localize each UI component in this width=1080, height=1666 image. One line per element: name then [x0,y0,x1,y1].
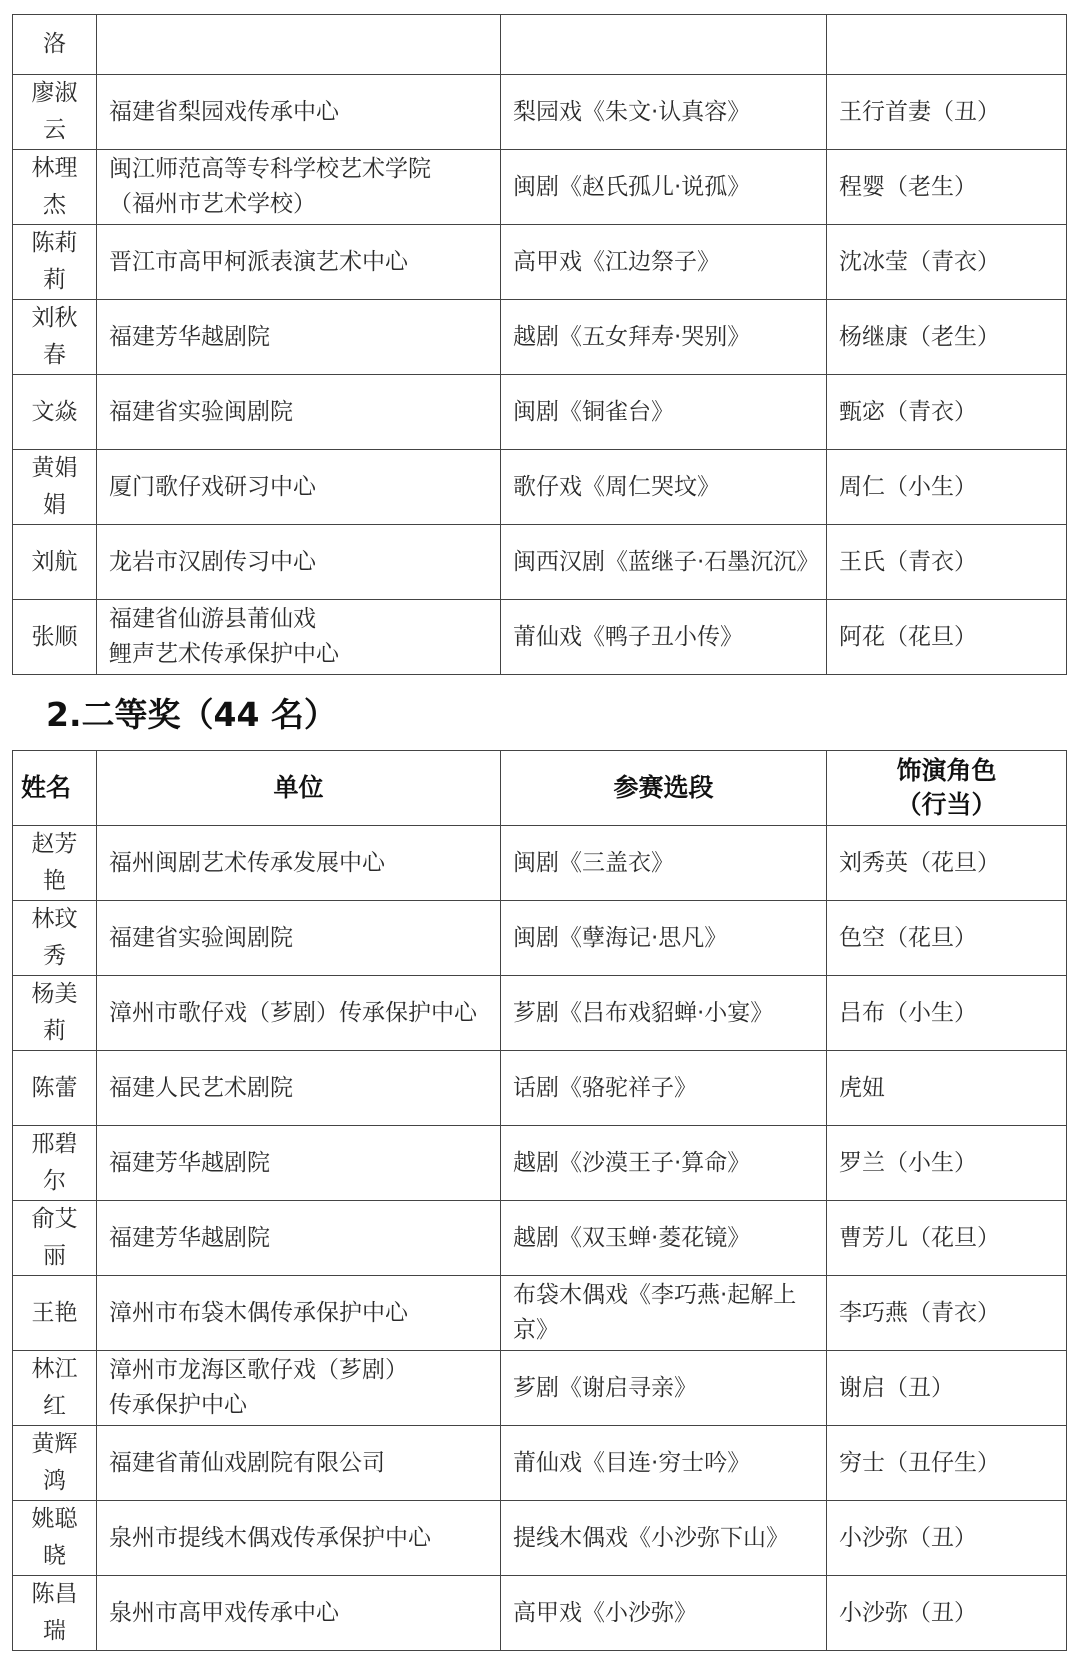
role-text: 王氏（青衣） [839,548,977,575]
role-text: 李巧燕（青衣） [839,1299,1000,1326]
cell-role [827,600,1067,675]
cell-role [827,1276,1067,1351]
table-row [13,1501,1067,1576]
unit-text: 福建芳华越剧院 [109,1224,270,1251]
table-row [13,1126,1067,1201]
cell-name [13,1276,97,1351]
cell-name [13,450,97,525]
cell-unit [97,225,501,300]
cell-role [827,1126,1067,1201]
cell-piece [501,901,827,976]
name-text: 赵芳艳 [31,831,78,894]
name-text: 陈蕾 [31,1074,78,1101]
piece-text: 越剧《沙漠王子·算命》 [513,1149,751,1176]
name-text: 刘秋春 [31,305,78,368]
name-text: 刘航 [31,548,78,575]
header-name: 姓名 [13,751,97,826]
unit-text: 福建人民艺术剧院 [109,1074,293,1101]
cell-role [827,901,1067,976]
cell-piece [501,450,827,525]
cell-name [13,1201,97,1276]
unit-text: 福建省仙游县莆仙戏 鲤声艺术传承保护中心 [109,606,339,667]
piece-text: 高甲戏《小沙弥》 [513,1599,697,1626]
cell-role [827,1426,1067,1501]
piece-text: 歌仔戏《周仁哭坟》 [513,473,720,500]
cell-name [13,600,97,675]
cell-piece [501,1426,827,1501]
cell-role [827,15,1067,75]
piece-text: 提线木偶戏《小沙弥下山》 [513,1524,789,1551]
cell-role [827,450,1067,525]
role-text: 吕布（小生） [839,999,977,1026]
cell-name [13,525,97,600]
cell-name [13,150,97,225]
piece-text: 越剧《五女拜寿·哭别》 [513,323,751,350]
role-text: 小沙弥（丑） [839,1599,977,1626]
role-text: 谢启（丑） [839,1374,954,1401]
piece-text: 芗剧《谢启寻亲》 [513,1374,697,1401]
cell-unit [97,1351,501,1426]
cell-name [13,826,97,901]
table-row [13,976,1067,1051]
unit-text: 晋江市高甲柯派表演艺术中心 [109,248,408,275]
cell-piece [501,1576,827,1651]
piece-text: 莆仙戏《目连·穷士吟》 [513,1449,751,1476]
name-text: 林理杰 [31,155,78,218]
piece-text: 芗剧《吕布戏貂蝉·小宴》 [513,999,774,1026]
cell-unit [97,75,501,150]
role-text: 周仁（小生） [839,473,977,500]
second-prize-heading: 2.二等奖（44 名） [46,695,337,734]
header-piece: 参赛选段 [501,751,827,826]
unit-text: 泉州市高甲戏传承中心 [109,1599,339,1626]
cell-piece [501,1501,827,1576]
role-text: 色空（花旦） [839,924,977,951]
cell-piece [501,826,827,901]
cell-piece [501,1201,827,1276]
name-text: 洛 [43,31,66,57]
cell-unit [97,901,501,976]
unit-text: 漳州市歌仔戏（芗剧）传承保护中心 [109,999,477,1026]
table-row [13,1201,1067,1276]
cell-unit [97,600,501,675]
role-text: 曹芳儿（花旦） [839,1224,1000,1251]
cell-piece [501,525,827,600]
name-text: 邢碧尔 [31,1131,78,1194]
role-text: 穷士（丑仔生） [839,1449,1000,1476]
header-unit: 单位 [97,751,501,826]
table-row [13,300,1067,375]
role-text: 虎妞 [839,1074,885,1101]
cell-role [827,1501,1067,1576]
cell-piece [501,1126,827,1201]
name-text: 文焱 [31,398,78,425]
unit-text: 福建芳华越剧院 [109,323,270,350]
role-text: 杨继康（老生） [839,323,1000,350]
name-text: 王艳 [31,1299,78,1326]
role-text: 程婴（老生） [839,173,977,200]
piece-text: 高甲戏《江边祭子》 [513,248,720,275]
table-row [13,1576,1067,1651]
piece-text: 闽剧《铜雀台》 [513,398,674,425]
cell-name [13,1501,97,1576]
name-text: 姚聪晓 [31,1506,78,1569]
cell-name [13,1576,97,1651]
cell-unit [97,300,501,375]
cell-piece [501,15,827,75]
cell-role [827,225,1067,300]
cell-role [827,1051,1067,1126]
unit-text: 福州闽剧艺术传承发展中心 [109,849,385,876]
table-row [13,1351,1067,1426]
table-row [13,901,1067,976]
cell-piece [501,225,827,300]
role-text: 阿花（花旦） [839,623,977,650]
piece-text: 梨园戏《朱文·认真容》 [513,98,751,125]
cell-role [827,300,1067,375]
cell-name [13,1051,97,1126]
cell-name [13,225,97,300]
table-row [13,1051,1067,1126]
cell-unit [97,1051,501,1126]
unit-text: 漳州市布袋木偶传承保护中心 [109,1299,408,1326]
cell-unit [97,450,501,525]
cell-name [13,1351,97,1426]
cell-role [827,826,1067,901]
cell-role [827,525,1067,600]
name-text: 俞艾丽 [31,1206,78,1269]
table-row [13,225,1067,300]
cell-role [827,375,1067,450]
unit-text: 福建省梨园戏传承中心 [109,98,339,125]
cell-unit [97,525,501,600]
cell-name [13,976,97,1051]
piece-text: 闽剧《赵氏孤儿·说孤》 [513,173,751,200]
role-text: 沈冰莹（青衣） [839,248,1000,275]
table-row [13,15,1067,75]
cell-unit [97,15,501,75]
table-row [13,1276,1067,1351]
cell-role [827,150,1067,225]
unit-text: 福建芳华越剧院 [109,1149,270,1176]
cell-name [13,300,97,375]
role-text: 小沙弥（丑） [839,1524,977,1551]
cell-unit [97,1426,501,1501]
table-row [13,600,1067,675]
table-row [13,450,1067,525]
cell-role [827,1576,1067,1651]
table-row [13,375,1067,450]
cell-unit [97,1501,501,1576]
cell-piece [501,976,827,1051]
table-row [13,150,1067,225]
cell-name [13,1126,97,1201]
role-text: 王行首妻（丑） [839,98,1000,125]
unit-text: 厦门歌仔戏研习中心 [109,473,316,500]
first-prize-table-continued [12,14,1067,675]
role-text: 甄宓（青衣） [839,398,977,425]
name-text: 张顺 [31,623,78,650]
table-row [13,1426,1067,1501]
unit-text: 福建省实验闽剧院 [109,924,293,951]
unit-text: 福建省莆仙戏剧院有限公司 [109,1449,385,1476]
piece-text: 越剧《双玉蝉·菱花镜》 [513,1224,751,1251]
unit-text: 闽江师范高等专科学校艺术学院 （福州市艺术学校） [109,156,431,217]
cell-piece [501,1351,827,1426]
cell-role [827,1351,1067,1426]
piece-text: 闽西汉剧《蓝继子·石墨沉沉》 [513,548,820,575]
cell-name [13,375,97,450]
name-text: 廖淑云 [31,80,78,143]
cell-piece [501,300,827,375]
cell-unit [97,1126,501,1201]
cell-piece [501,150,827,225]
cell-role [827,1201,1067,1276]
table-row [13,75,1067,150]
name-text: 林江红 [31,1356,78,1419]
cell-unit [97,1576,501,1651]
cell-name [13,901,97,976]
role-text: 刘秀英（花旦） [839,849,1000,876]
cell-name [13,75,97,150]
name-text: 杨美莉 [31,981,78,1044]
role-text: 罗兰（小生） [839,1149,977,1176]
cell-unit [97,826,501,901]
piece-text: 话剧《骆驼祥子》 [513,1074,697,1101]
cell-name [13,1426,97,1501]
cell-unit [97,150,501,225]
cell-piece [501,1051,827,1126]
piece-text: 闽剧《三盖衣》 [513,849,674,876]
name-text: 陈莉莉 [31,230,78,293]
unit-text: 龙岩市汉剧传习中心 [109,548,316,575]
cell-role [827,976,1067,1051]
table-row [13,826,1067,901]
name-text: 林玟秀 [31,906,78,969]
piece-text: 闽剧《孽海记·思凡》 [513,924,728,951]
cell-role [827,75,1067,150]
table-row [13,525,1067,600]
unit-text: 泉州市提线木偶戏传承保护中心 [109,1524,431,1551]
name-text: 陈昌瑞 [31,1581,78,1644]
cell-name [13,15,97,75]
header-role: 饰演角色 （行当） [827,751,1067,826]
cell-piece [501,600,827,675]
name-text: 黄娟娟 [31,455,78,518]
cell-piece [501,75,827,150]
cell-unit [97,1201,501,1276]
piece-text: 莆仙戏《鸭子丑小传》 [513,623,743,650]
table-header-row [13,751,1067,826]
piece-text: 布袋木偶戏《李巧燕·起解上京》 [513,1282,797,1343]
cell-unit [97,375,501,450]
unit-text: 漳州市龙海区歌仔戏（芗剧） 传承保护中心 [109,1357,408,1418]
unit-text: 福建省实验闽剧院 [109,398,293,425]
cell-piece [501,1276,827,1351]
cell-piece [501,375,827,450]
cell-unit [97,1276,501,1351]
cell-unit [97,976,501,1051]
second-prize-table [12,750,1067,1651]
name-text: 黄辉鸿 [31,1431,78,1494]
